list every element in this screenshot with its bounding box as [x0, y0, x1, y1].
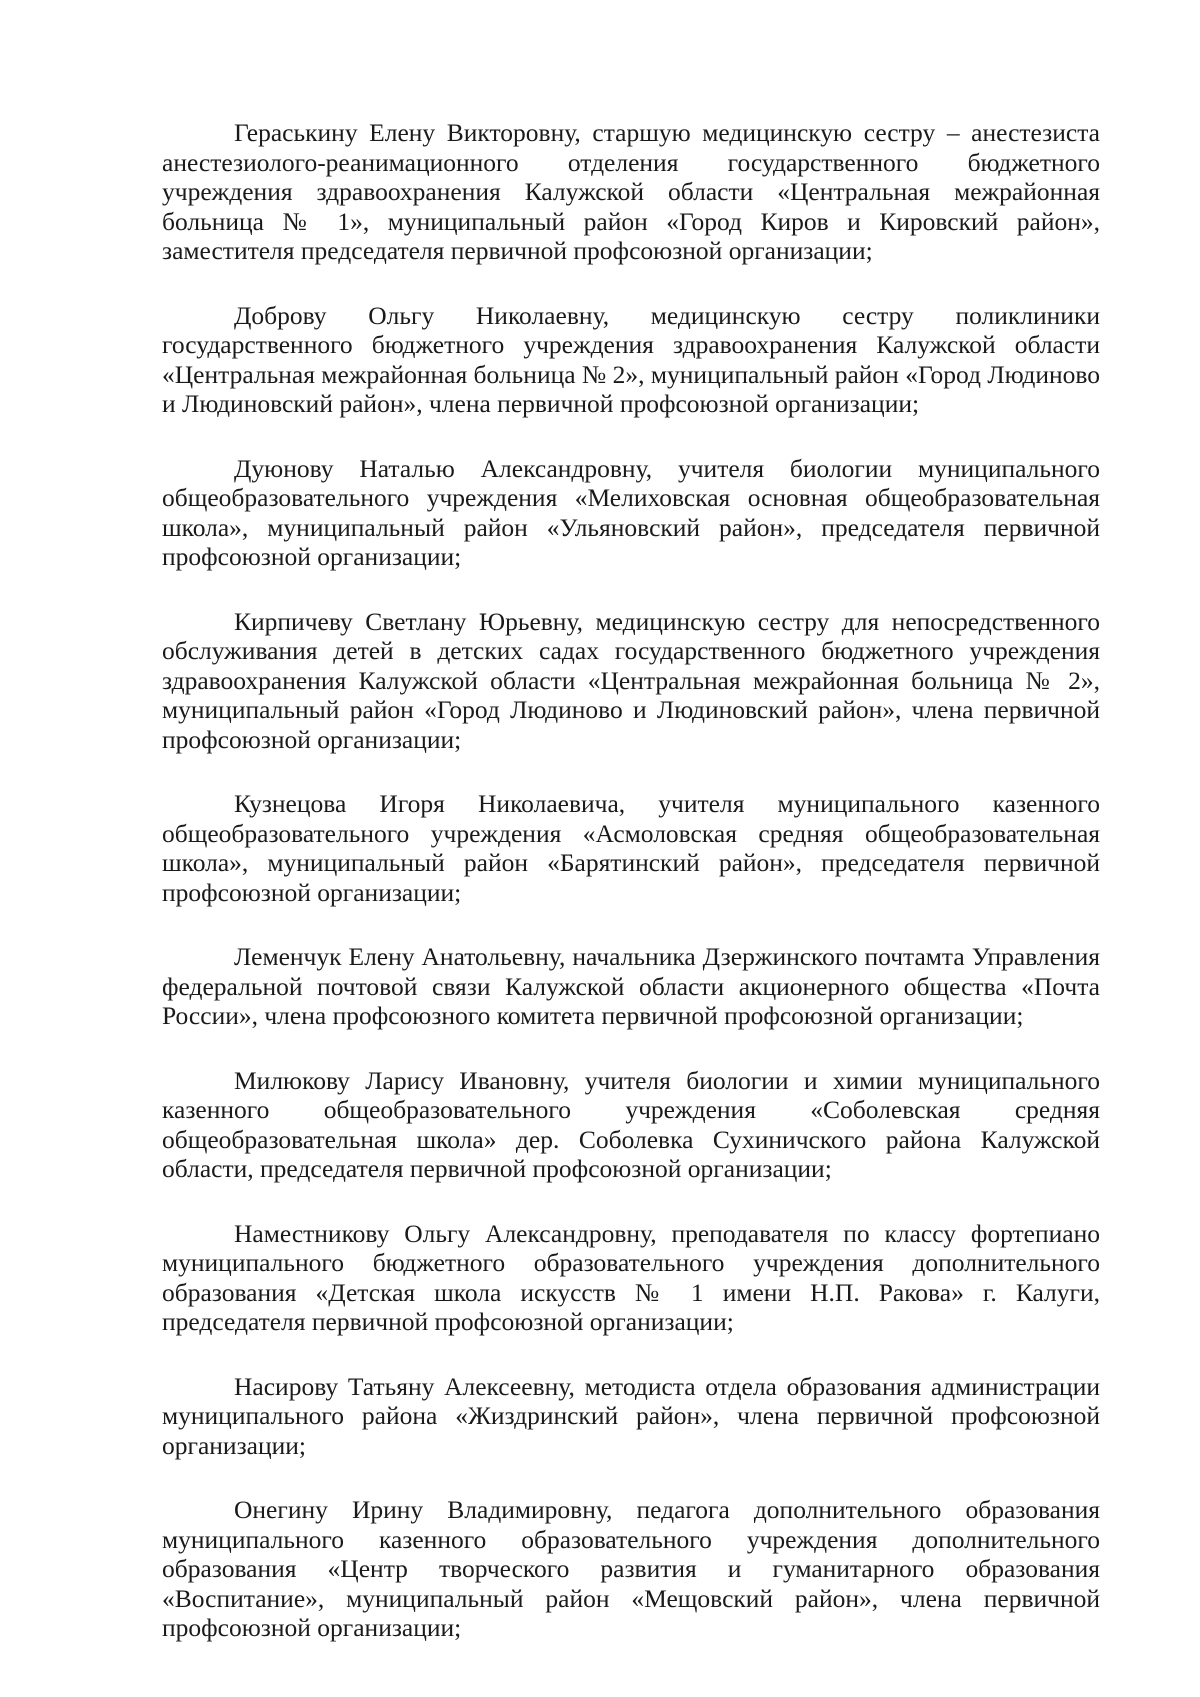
- award-entry-dobrova: Доброву Ольгу Николаевну, медицинскую сестру поликлиники государственного бюджетного учреждения здравоохранения Калужской области «Центральная межрайонная больница № 2», муниципальный район «Город Людиново и Людиновский район», члена первичной профсоюзной организации;: [162, 300, 1100, 418]
- award-entry-kirpicheva: Кирпичеву Светлану Юрьевну, медицинскую сестру для непосредственного обслуживания детей в детских садах государственного бюджетного учреждения здравоохранения Калужской области «Центральная межрайонная больница № 2», муниципальный район «Город Людиново и Людиновский район», члена первичной профсоюзной организации;: [162, 606, 1100, 754]
- award-entry-nasirova: Насирову Татьяну Алексеевну, методиста отдела образования администрации муниципального района «Жиздринский район», члена первичной профсоюзной организации;: [162, 1371, 1100, 1460]
- award-entry-geraskina: Гераськину Елену Викторовну, старшую медицинскую сестру – анестезиста анестезиолого-реанимационного отделения государственного бюджетного учреждения здравоохранения Калужской области «Центральная межрайонная больница № 1», муниципальный район «Город Киров и Кировский район», заместителя председателя первичной профсоюзной организации;: [162, 118, 1100, 265]
- award-entry-onegina: Онегину Ирину Владимировну, педагога дополнительного образования муниципального казенного образовательного учреждения дополнительного образования «Центр творческого развития и гуманитарного образования «Воспитание», муниципальный район «Мещовский район», члена первичной профсоюзной организации;: [162, 1495, 1100, 1642]
- award-entry-namestnikova: Наместникову Ольгу Александровну, преподавателя по классу фортепиано муниципального бюджетного образовательного учреждения дополнительного образования «Детская школа искусств № 1 имени Н.П. Ракова» г. Калуги, председателя первичной профсоюзной организации;: [162, 1218, 1100, 1336]
- award-entry-milyukova: Милюкову Ларису Ивановну, учителя биологии и химии муниципального казенного общеобразовательного учреждения «Соболевская средняя общеобразовательная школа» дер. Соболевка Сухиничского района Калужской области, председателя первичной профсоюзной организации;: [162, 1065, 1100, 1183]
- award-entry-kuznetsov: Кузнецова Игоря Николаевича, учителя муниципального казенного общеобразовательного учреждения «Асмоловская средняя общеобразовательная школа», муниципальный район «Барятинский район», председателя первичной профсоюзной организации;: [162, 789, 1100, 907]
- award-entry-lemenchuk: Леменчук Елену Анатольевну, начальника Дзержинского почтамта Управления федеральной почтовой связи Калужской области акционерного общества «Почта России», члена профсоюзного комитета первичной профсоюзной организации;: [162, 942, 1100, 1030]
- award-entry-duyunova: Дуюнову Наталью Александровну, учителя биологии муниципального общеобразовательного учреждения «Мелиховская основная общеобразовательная школа», муниципальный район «Ульяновский район», председателя первичной профсоюзной организации;: [162, 453, 1100, 571]
